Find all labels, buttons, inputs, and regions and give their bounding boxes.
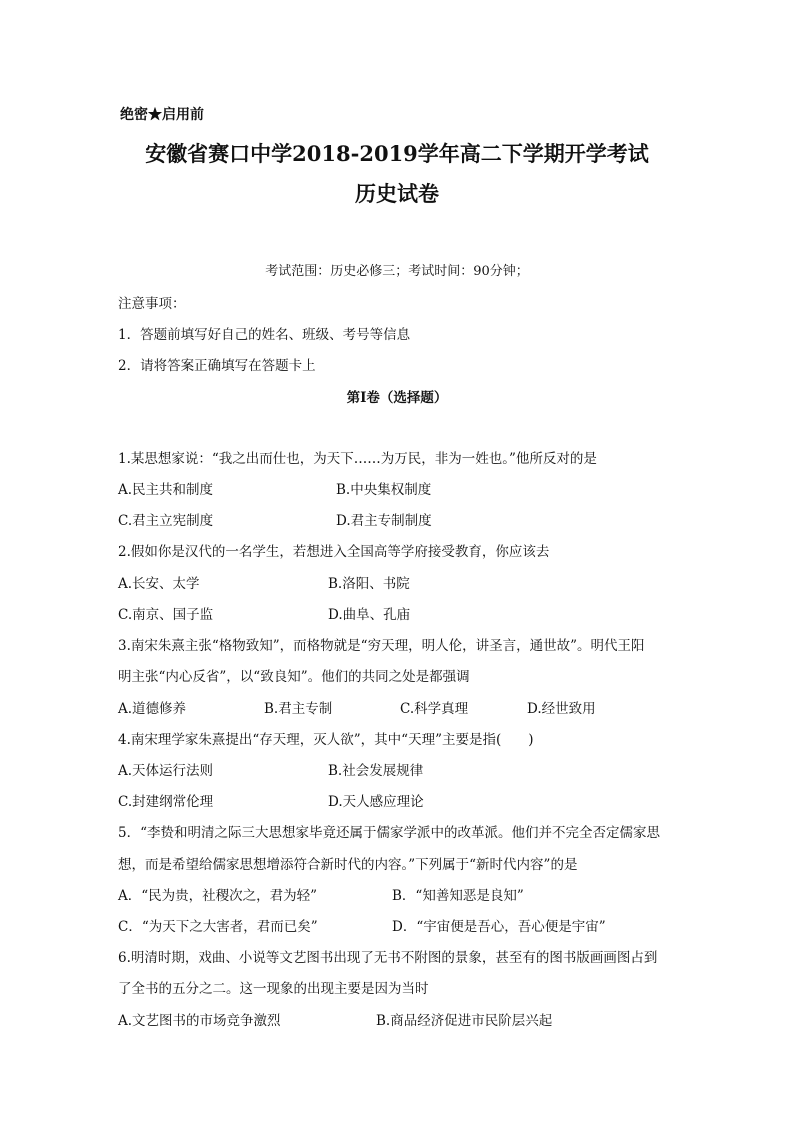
question-option: B.商品经济促进市民阶层兴起	[376, 1013, 553, 1029]
question-option: B.社会发展规律	[328, 763, 424, 779]
question-option: A.长安、太学	[118, 576, 200, 592]
question-option: A.天体运行法则	[118, 763, 214, 779]
question-option: C．“为天下之大害者，君而已矣”	[118, 919, 318, 935]
question-option: B.洛阳、书院	[328, 576, 410, 592]
question-option: B.君主专制	[264, 701, 333, 717]
note-item: 2．请将答案正确填写在答题卡上	[118, 358, 316, 374]
question-option: B.中央集权制度	[336, 482, 432, 498]
question-stem: 明主张“内心反省”，以“致良知”。他们的共同之处是都强调	[118, 669, 470, 685]
question-option: A.道德修养	[118, 701, 187, 717]
question-option: D.君主专制制度	[336, 513, 432, 529]
document-title: 安徽省赛口中学2018-2019学年高二下学期开学考试	[145, 141, 649, 166]
question-stem: 4.南宋理学家朱熹提出“存天理，灭人欲”，其中“天理”主要是指( )	[118, 732, 534, 748]
question-option: D.曲阜、孔庙	[328, 607, 411, 623]
question-option: C.南京、国子监	[118, 607, 214, 623]
note-item: 1．答题前填写好自己的姓名、班级、考号等信息	[118, 327, 411, 343]
question-stem: 想，而是希望给儒家思想增添符合新时代的内容。”下列属于“新时代内容”的是	[118, 857, 578, 873]
question-stem: 6.明清时期，戏曲、小说等文艺图书出现了无书不附图的景象，甚至有的图书版画画图占到	[118, 950, 658, 966]
question-option: C.封建纲常伦理	[118, 794, 214, 810]
exam-info: 考试范围：历史必修三；考试时间：90分钟；	[265, 264, 529, 279]
question-option: D.天人感应理论	[328, 794, 424, 810]
question-option: C.君主立宪制度	[118, 513, 214, 529]
question-option: A.民主共和制度	[118, 482, 214, 498]
question-stem: 2.假如你是汉代的一名学生，若想进入全国高等学府接受教育，你应该去	[118, 544, 550, 560]
secret-label: 绝密★启用前	[120, 107, 204, 123]
question-option: A．“民为贵，社稷次之，君为轻”	[118, 888, 318, 904]
question-stem: 了全书的五分之二。这一现象的出现主要是因为当时	[118, 981, 429, 997]
question-option: D．“宇宙便是吾心，吾心便是宇宙”	[392, 919, 606, 935]
question-option: B．“知善知恶是良知”	[392, 888, 524, 904]
document-subtitle: 历史试卷	[355, 181, 439, 206]
question-stem: 1.某思想家说：“我之出而仕也，为天下……为万民，非为一姓也。”他所反对的是	[118, 451, 597, 467]
question-stem: 5．“李贽和明清之际三大思想家毕竟还属于儒家学派中的改革派。他们并不完全否定儒家思	[118, 825, 660, 841]
notes-heading: 注意事项：	[118, 296, 186, 312]
section-title: 第I卷（选择题）	[346, 390, 448, 406]
question-option: D.经世致用	[527, 701, 596, 717]
question-option: C.科学真理	[400, 701, 469, 717]
question-option: A.文艺图书的市场竞争激烈	[118, 1013, 281, 1029]
question-stem: 3.南宋朱熹主张“格物致知”，而格物就是“穷天理，明人伦，讲圣言，通世故”。明代王阳	[118, 638, 645, 654]
